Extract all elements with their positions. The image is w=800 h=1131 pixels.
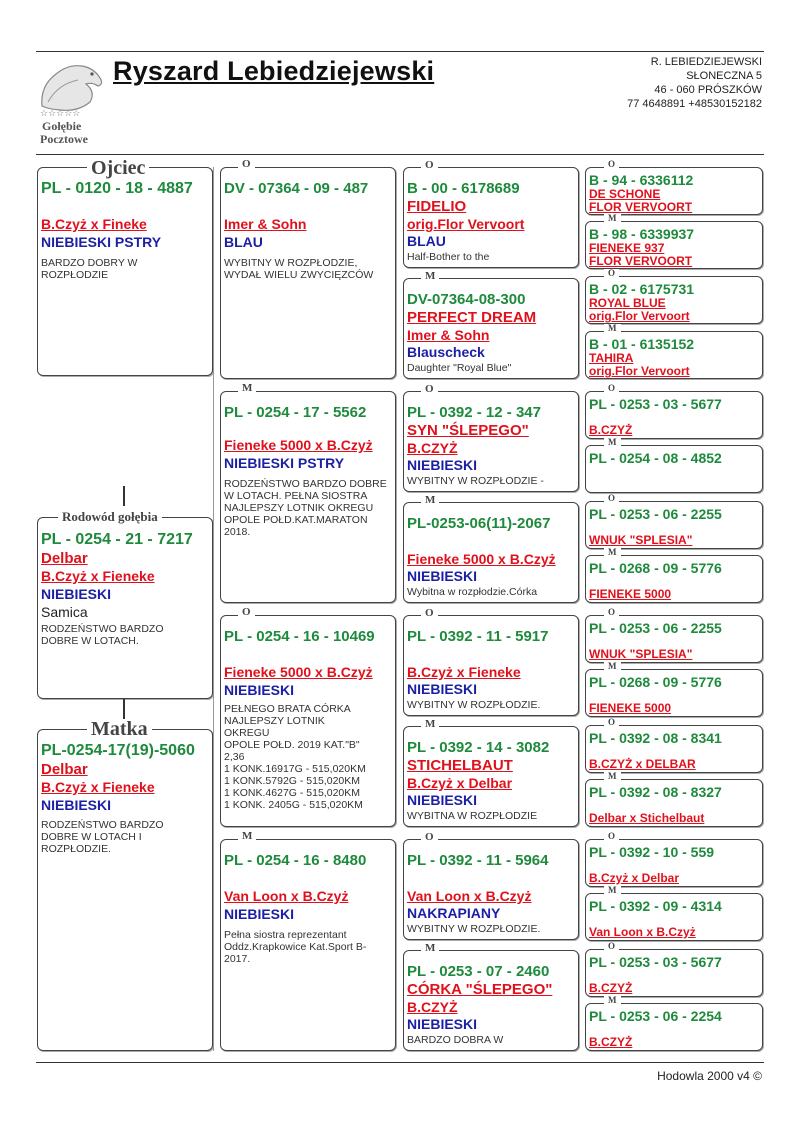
g2-4-ring: PL - 0254 - 16 - 8480	[224, 852, 367, 869]
logo	[34, 56, 112, 146]
pedigree-label: Rodowód gołębia	[58, 510, 162, 523]
g3-5-color: NIEBIESKI	[407, 681, 478, 697]
g2-3-note-line: OPOLE POŁD. 2019 KAT."B"	[224, 739, 360, 751]
g4-8-ring: PL - 0268 - 09 - 5776	[589, 560, 722, 576]
subject-origin: B.Czyż x Fieneke	[41, 568, 155, 584]
g3-4-note: Wybitna w rozpłodzie.Córka	[407, 586, 538, 598]
tree-connector-3	[213, 167, 214, 1051]
g4-9-sex-mark: O	[604, 608, 619, 617]
g3-7-origin: Van Loon x B.Czyż	[407, 888, 532, 904]
g3-box-2	[403, 278, 579, 379]
g4-10-sex-mark: M	[604, 662, 621, 671]
g3-6-name: STICHELBAUT	[407, 757, 513, 774]
mother-name: Delbar	[41, 761, 88, 778]
g3-3-sex-mark: O	[421, 384, 438, 395]
father-label: Ojciec	[87, 158, 149, 178]
father-ring: PL - 0120 - 18 - 4887	[41, 180, 193, 197]
g4-3-line-1: ROYAL BLUE	[589, 296, 666, 310]
g2-box-2	[220, 391, 396, 603]
g4-12-sex-mark: M	[604, 772, 621, 781]
g4-box-6	[585, 445, 763, 493]
g3-6-origin: B.Czyż x Delbar	[407, 775, 513, 791]
mother-origin: B.Czyż x Fieneke	[41, 779, 155, 795]
g4-6-ring: PL - 0254 - 08 - 4852	[589, 450, 722, 466]
g2-3-sex-mark: O	[238, 607, 255, 618]
g4-7-ring: PL - 0253 - 06 - 2255	[589, 506, 722, 522]
g3-5-note: WYBITNY W ROZPŁODZIE.	[407, 699, 541, 711]
g4-6-sex-mark: M	[604, 438, 621, 447]
g3-box-7	[403, 839, 579, 940]
g4-11-ring: PL - 0392 - 08 - 8341	[589, 730, 722, 746]
g4-13-sex-mark: O	[604, 832, 619, 841]
g4-15-ring: PL - 0253 - 03 - 5677	[589, 954, 722, 970]
g3-2-origin: Imer & Sohn	[407, 327, 490, 343]
g3-3-color: NIEBIESKI	[407, 457, 478, 473]
g3-box-4	[403, 502, 579, 603]
g3-box-3	[403, 391, 579, 492]
g2-2-color: NIEBIESKI PSTRY	[224, 455, 345, 471]
g4-4-sex-mark: M	[604, 324, 621, 333]
g4-box-14	[585, 893, 763, 941]
address-line-3: 46 - 060 PRÓSZKÓW	[654, 84, 762, 96]
g4-9-ring: PL - 0253 - 06 - 2255	[589, 620, 722, 636]
g3-8-ring: PL - 0253 - 07 - 2460	[407, 963, 550, 980]
subject-box	[37, 517, 213, 699]
g2-1-note: WYBITNY W ROZPŁODZIE, WYDAŁ WIELU ZWYCIĘZCÓW	[224, 257, 374, 281]
g4-12-line-1: Delbar x Stichelbaut	[589, 811, 705, 825]
subject-sex: Samica	[41, 604, 88, 620]
g4-box-4	[585, 331, 763, 379]
g2-box-3	[220, 615, 396, 827]
g4-box-8	[585, 555, 763, 603]
g4-2-line-1: FIENEKE 937	[589, 241, 665, 255]
g3-2-ring: DV-07364-08-300	[407, 291, 526, 308]
g4-8-line-1: FIENEKE 5000	[589, 587, 672, 601]
g3-box-8	[403, 950, 579, 1051]
g2-3-note-line: 1 KONK.5792G - 515,020KM	[224, 775, 360, 787]
g4-1-line-1: DE SCHONE	[589, 187, 661, 201]
g4-5-ring: PL - 0253 - 03 - 5677	[589, 396, 722, 412]
g4-4-ring: B - 01 - 6135152	[589, 336, 695, 352]
g3-8-origin: B.CZYŻ	[407, 999, 458, 1015]
g4-10-ring: PL - 0268 - 09 - 5776	[589, 674, 722, 690]
address-line-4: 77 4648891 +48530152182	[627, 98, 762, 110]
g3-2-note: Daughter "Royal Blue"	[407, 362, 512, 374]
g4-box-1	[585, 167, 763, 215]
g3-8-name: CÓRKA "ŚLEPEGO"	[407, 981, 553, 998]
g4-13-line-1: B.Czyż x Delbar	[589, 871, 680, 885]
g4-5-sex-mark: O	[604, 384, 619, 393]
g4-13-ring: PL - 0392 - 10 - 559	[589, 844, 715, 860]
g4-box-16	[585, 1003, 763, 1051]
g2-3-note	[224, 703, 392, 811]
g3-2-color: Blauscheck	[407, 344, 485, 360]
g2-1-sex-mark: O	[238, 159, 255, 170]
g2-2-sex-mark: M	[238, 383, 256, 394]
mother-box	[37, 729, 213, 1051]
g4-14-ring: PL - 0392 - 09 - 4314	[589, 898, 722, 914]
g4-4-line-1: TAHIRA	[589, 351, 634, 365]
g3-6-note: WYBITNA W ROZPŁODZIE	[407, 810, 538, 822]
footer-text: Hodowla 2000 v4 ©	[657, 1069, 762, 1083]
g3-7-sex-mark: O	[421, 832, 438, 843]
g4-box-2	[585, 221, 763, 269]
father-box	[37, 167, 213, 376]
g4-1-line-2: FLOR VERVOORT	[589, 200, 693, 214]
g2-3-note-line: OKREGU	[224, 727, 270, 739]
g3-box-6	[403, 726, 579, 827]
g2-3-note-line: NAJLEPSZY LOTNIK	[224, 715, 325, 727]
g4-15-line-1: B.CZYŻ	[589, 981, 633, 995]
g2-1-ring: DV - 07364 - 09 - 487	[224, 180, 369, 197]
g2-1-origin: Imer & Sohn	[224, 216, 307, 232]
g4-1-sex-mark: O	[604, 160, 619, 169]
g3-7-color: NAKRAPIANY	[407, 905, 501, 921]
g2-2-note: RODZEŃSTWO BARDZO DOBRE W LOTACH. PEŁNA SIOSTRA NAJLEPSZY LOTNIK OKREGU OPOLE POŁD.KAT.MARATON 2018.	[224, 478, 387, 538]
g4-3-ring: B - 02 - 6175731	[589, 281, 695, 297]
subject-name: Delbar	[41, 550, 88, 567]
g2-4-origin: Van Loon x B.Czyż	[224, 888, 349, 904]
g4-1-ring: B - 94 - 6336112	[589, 172, 694, 188]
g2-3-origin: Fieneke 5000 x B.Czyż	[224, 664, 373, 680]
g2-3-ring: PL - 0254 - 16 - 10469	[224, 628, 375, 645]
father-color: NIEBIESKI PSTRY	[41, 234, 162, 250]
g4-2-line-2: FLOR VERVOORT	[589, 254, 693, 268]
g3-8-color: NIEBIESKI	[407, 1016, 478, 1032]
g4-14-line-1: Van Loon x B.Czyż	[589, 925, 696, 939]
g4-15-sex-mark: O	[604, 942, 619, 951]
g3-3-ring: PL - 0392 - 12 - 347	[407, 404, 541, 421]
g4-box-5	[585, 391, 763, 439]
g3-8-note: BARDZO DOBRA W	[407, 1034, 504, 1046]
g4-box-10	[585, 669, 763, 717]
mother-color: NIEBIESKI	[41, 797, 112, 813]
g2-3-note-line: 1 KONK.16917G - 515,020KM	[224, 763, 366, 775]
g2-3-note-line: 1 KONK. 2405G - 515,020KM	[224, 799, 363, 811]
g3-3-origin: B.CZYŻ	[407, 440, 458, 456]
g3-1-sex-mark: O	[421, 160, 438, 171]
logo-caption-2: Pocztowe	[40, 132, 88, 146]
g4-box-12	[585, 779, 763, 827]
logo-caption-1: Gołębie	[42, 119, 82, 133]
subject-ring: PL - 0254 - 21 - 7217	[41, 531, 193, 548]
g2-3-color: NIEBIESKI	[224, 682, 295, 698]
g2-2-ring: PL - 0254 - 17 - 5562	[224, 404, 367, 421]
g3-5-origin: B.Czyż x Fieneke	[407, 664, 521, 680]
g4-7-line-1: WNUK "SPLESIA"	[589, 533, 693, 547]
g3-8-sex-mark: M	[421, 943, 439, 954]
father-note: BARDZO DOBRY W ROZPŁODZIE	[41, 257, 138, 281]
mother-label: Matka	[87, 719, 152, 739]
g3-1-origin: orig.Flor Vervoort	[407, 216, 525, 232]
g4-box-11	[585, 725, 763, 773]
g3-1-ring: B - 00 - 6178689	[407, 180, 520, 197]
mother-ring: PL-0254-17(19)-5060	[41, 742, 195, 759]
father-origin: B.Czyż x Fineke	[41, 216, 147, 232]
g4-16-sex-mark: M	[604, 996, 621, 1005]
mother-note: RODZEŃSTWO BARDZO DOBRE W LOTACH I ROZPŁODZIE.	[41, 819, 164, 855]
g4-box-7	[585, 501, 763, 549]
footer-rule	[36, 1062, 764, 1063]
g2-box-1	[220, 167, 396, 379]
g2-4-sex-mark: M	[238, 831, 256, 842]
g2-3-note-line: 1 KONK.4627G - 515,020KM	[224, 787, 360, 799]
g3-3-name: SYN "ŚLEPEGO"	[407, 422, 529, 439]
header-rule	[36, 154, 764, 155]
g3-4-color: NIEBIESKI	[407, 568, 478, 584]
g4-4-line-2: orig.Flor Vervoort	[589, 364, 690, 378]
subject-color: NIEBIESKI	[41, 586, 112, 602]
g3-1-name: FIDELIO	[407, 198, 467, 215]
g2-3-note-line: PEŁNEGO BRATA CÓRKA	[224, 703, 351, 715]
g4-3-sex-mark: O	[604, 269, 619, 278]
tree-connector-1	[123, 486, 125, 506]
address-line-1: R. LEBIEDZIEJEWSKI	[650, 56, 762, 68]
g3-2-sex-mark: M	[421, 271, 439, 282]
g4-box-15	[585, 949, 763, 997]
g3-4-sex-mark: M	[421, 495, 439, 506]
g2-4-note: Pełna siostra reprezentant Oddz.Krapkowice Kat.Sport B-2017.	[224, 929, 367, 965]
g4-10-line-1: FIENEKE 5000	[589, 701, 672, 715]
svg-text:☆☆☆☆☆: ☆☆☆☆☆	[40, 109, 81, 118]
g4-16-line-1: B.CZYŻ	[589, 1035, 633, 1049]
g3-box-5	[403, 615, 579, 716]
g3-2-name: PERFECT DREAM	[407, 309, 537, 326]
pigeon-logo-icon	[34, 56, 112, 118]
g3-6-ring: PL - 0392 - 14 - 3082	[407, 739, 550, 756]
g4-box-9	[585, 615, 763, 663]
g4-12-ring: PL - 0392 - 08 - 8327	[589, 784, 722, 800]
g2-2-origin: Fieneke 5000 x B.Czyż	[224, 437, 373, 453]
g4-9-line-1: WNUK "SPLESIA"	[589, 647, 693, 661]
g4-2-ring: B - 98 - 6339937	[589, 226, 695, 242]
g2-box-4	[220, 839, 396, 1051]
g4-8-sex-mark: M	[604, 548, 621, 557]
g4-5-line-1: B.CZYŻ	[589, 423, 633, 437]
breeder-name: Ryszard Lebiedziejewski	[113, 56, 435, 86]
g4-box-13	[585, 839, 763, 887]
top-rule	[36, 51, 764, 52]
g4-11-sex-mark: O	[604, 718, 619, 727]
g4-11-line-1: B.CZYŻ x DELBAR	[589, 757, 696, 771]
g3-box-1	[403, 167, 579, 268]
g4-16-ring: PL - 0253 - 06 - 2254	[589, 1008, 722, 1024]
subject-note: RODZEŃSTWO BARDZO DOBRE W LOTACH.	[41, 623, 164, 647]
g4-7-sex-mark: O	[604, 494, 619, 503]
breeder-address	[627, 55, 762, 111]
g3-7-ring: PL - 0392 - 11 - 5964	[407, 852, 549, 869]
g2-3-note-line: 2,36	[224, 751, 245, 763]
g3-5-sex-mark: O	[421, 608, 438, 619]
g3-1-color: BLAU	[407, 233, 446, 249]
g4-3-line-2: orig.Flor Vervoort	[589, 309, 690, 323]
g3-6-sex-mark: M	[421, 719, 439, 730]
g2-1-color: BLAU	[224, 234, 263, 250]
g3-7-note: WYBITNY W ROZPŁODZIE.	[407, 923, 541, 935]
g3-4-ring: PL-0253-06(11)-2067	[407, 515, 551, 532]
g3-6-color: NIEBIESKI	[407, 792, 478, 808]
g4-14-sex-mark: M	[604, 886, 621, 895]
g3-1-note: Half-Bother to the	[407, 251, 490, 263]
g4-2-sex-mark: M	[604, 214, 621, 223]
g3-3-note: WYBITNY W ROZPŁODZIE -	[407, 475, 544, 487]
g2-4-color: NIEBIESKI	[224, 906, 295, 922]
g3-5-ring: PL - 0392 - 11 - 5917	[407, 628, 549, 645]
g4-box-3	[585, 276, 763, 324]
g3-4-origin: Fieneke 5000 x B.Czyż	[407, 551, 556, 567]
address-line-2: SŁONECZNA 5	[686, 70, 762, 82]
